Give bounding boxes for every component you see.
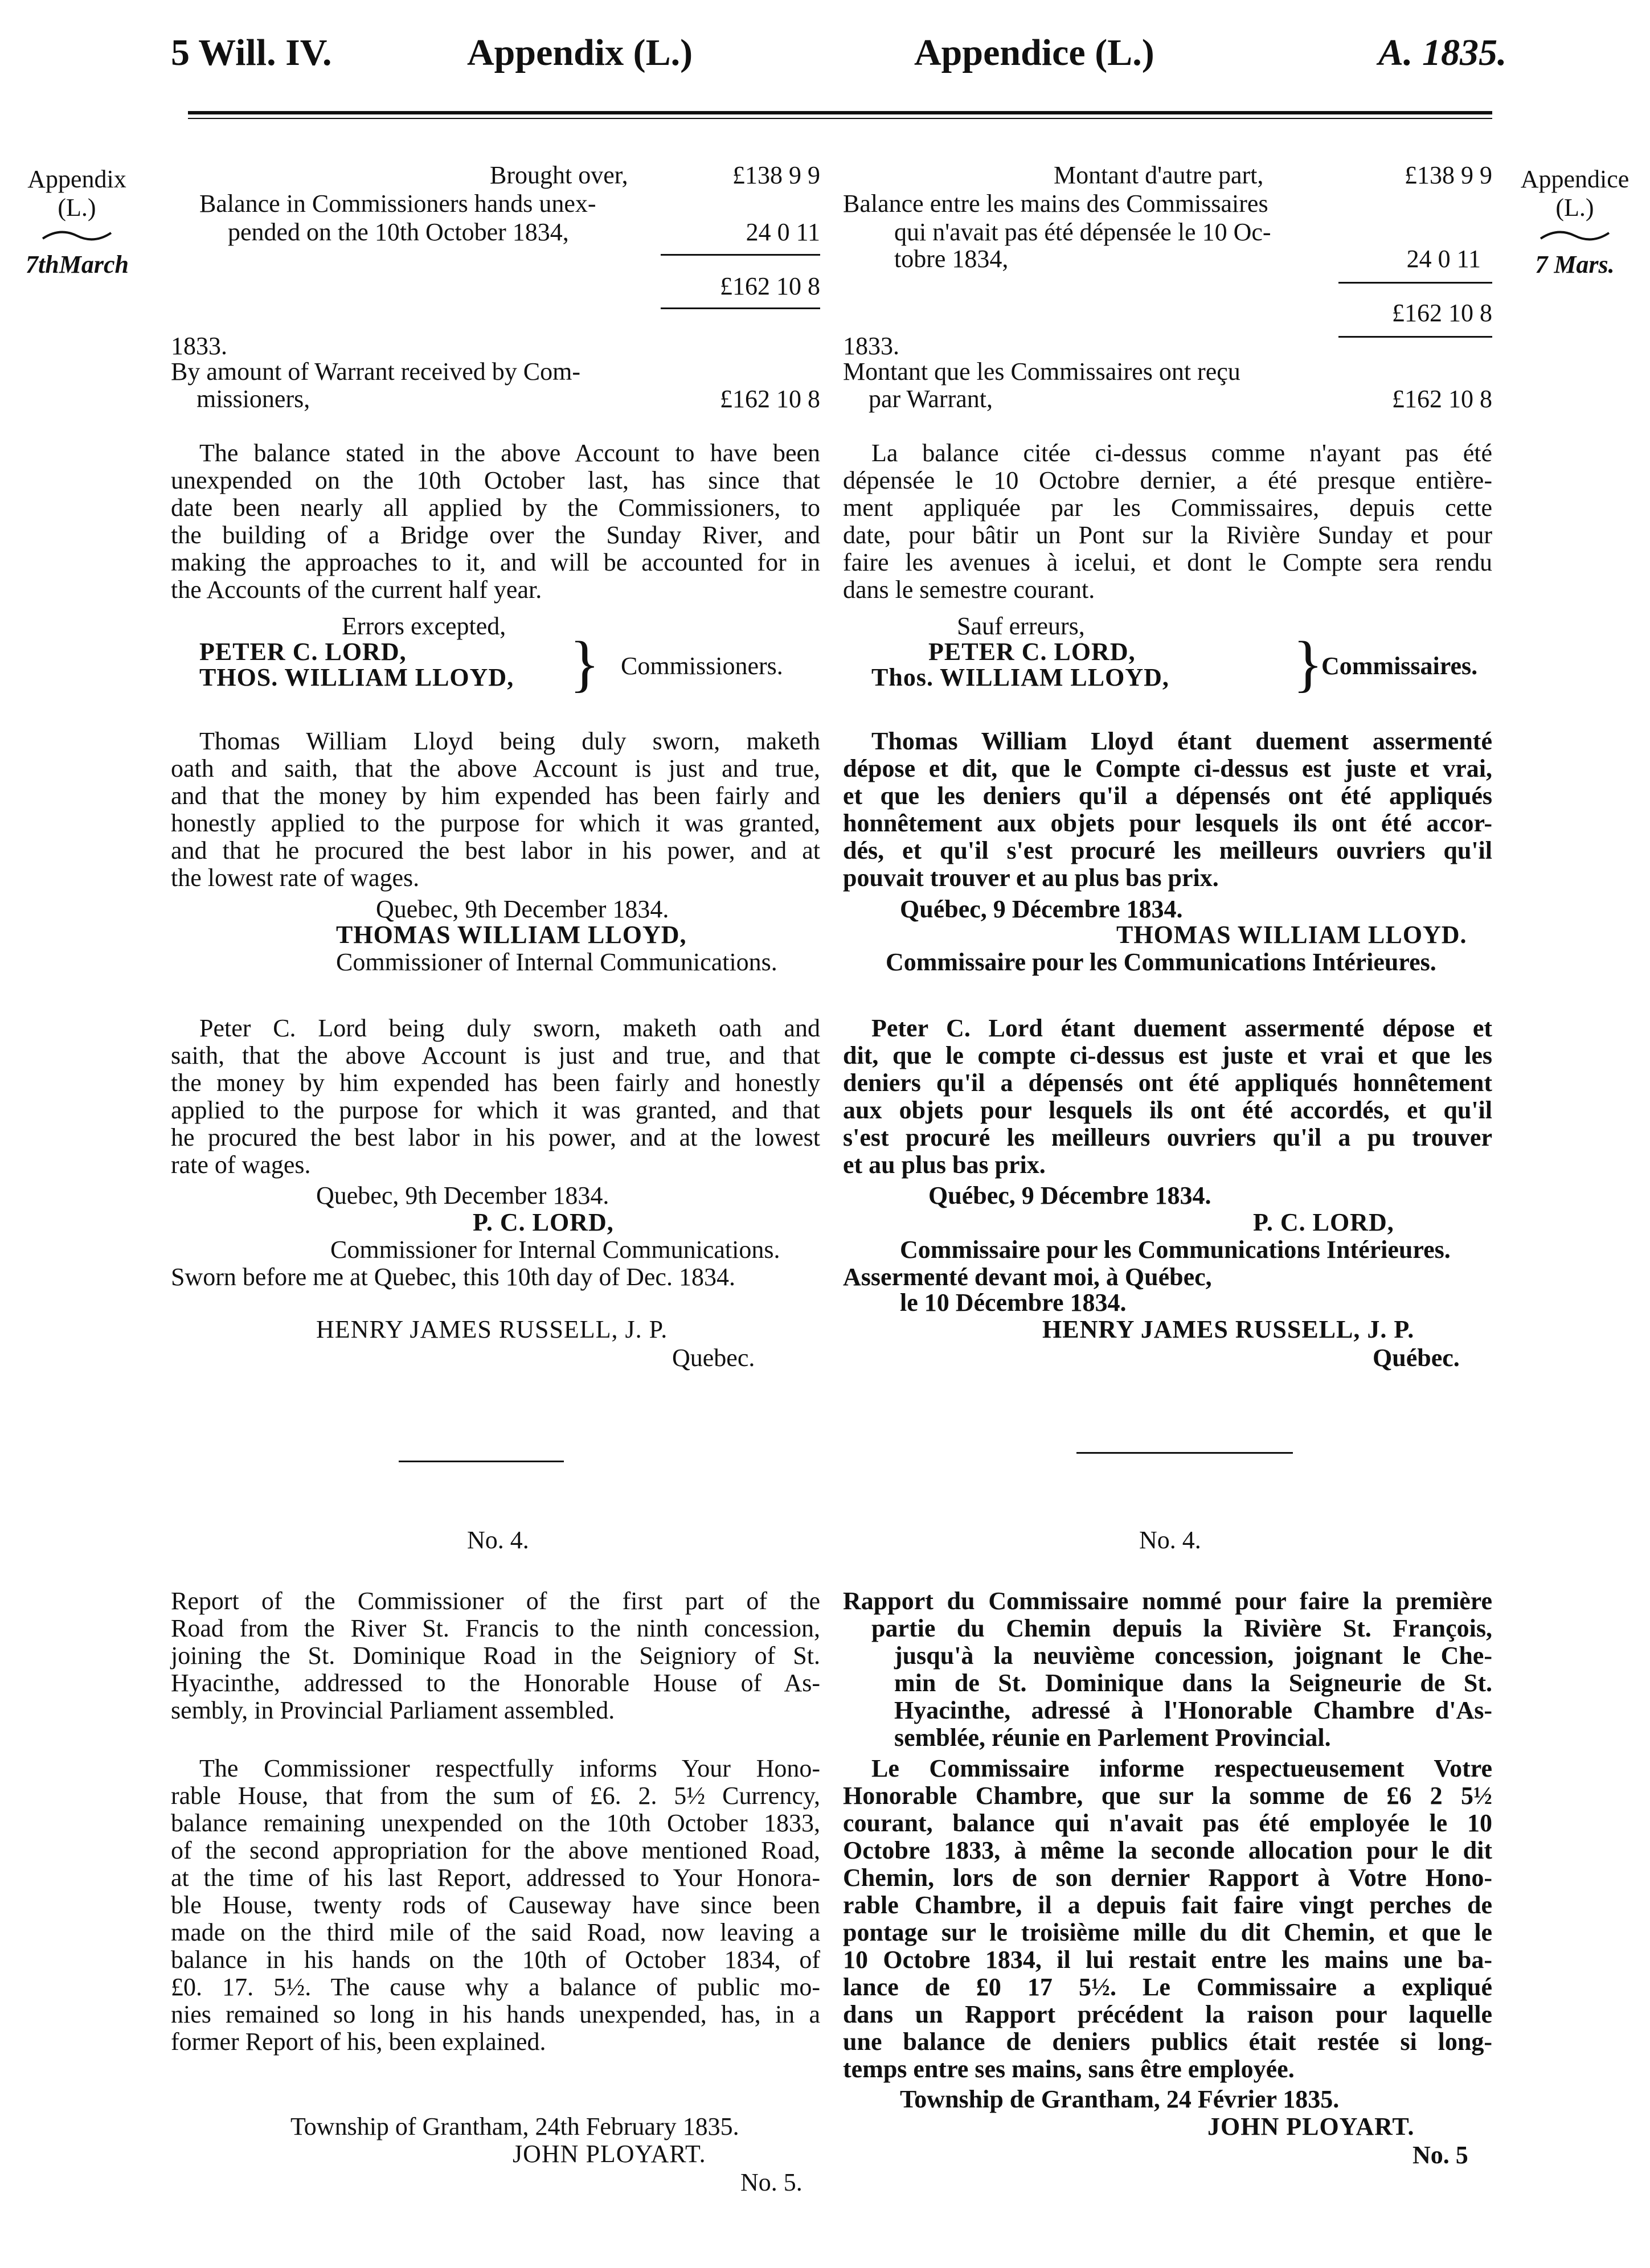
fr-township-date: Township de Grantham, 24 Février 1835.: [900, 2085, 1340, 2113]
fr-report-title: Rapport du Commissaire nommé pour faire la première partie du Chemin depuis la Rivière St. François, jusqu'à la neuvième concession, joignant le Che- min de St. Dominique dans la Seigneurie de St. Hyacinthe, adressé à l'Honorable Chambre d'As- semblée, réunie en Parlement Provincial.: [843, 1587, 1492, 1752]
en-name-lloyd: THOMAS WILLIAM LLOYD,: [336, 921, 687, 949]
brace-symbol: }: [1293, 629, 1323, 698]
ornament-flourish: [40, 227, 114, 244]
en-total-amt: £162 10 8: [720, 272, 820, 300]
fr-report-body: Le Commissaire informe respectueusement Votre Honorable Chambre, que sur la somme de £6 2 5½ courant, balance qui n'avait pas été employée le 10 Octobre 1833, à même la seconde allocation pour le dit Chemin, lors de son dernier Rapport à Votre Hono- rable Chambre, il a depuis fait faire vingt perches de pontage sur le troisième mille du dit Chemin, et que le 10 Octobre 1834, il lui restait entre les mains une ba- lance de £0 17 5½. Le Commissaire a expliqué dans un Rapport précédent la raison pour laquelle une balance de deniers publics était restée si long- temps entre ses mains, sans être employée.: [843, 1754, 1492, 2083]
en-justice-name: HENRY JAMES RUSSELL, J. P.: [316, 1315, 668, 1343]
en-balance-line2: pended on the 10th October 1834,: [228, 218, 569, 246]
fr-signature-ployart: JOHN PLOYART.: [1207, 2113, 1415, 2140]
en-no4: No. 4.: [467, 1526, 529, 1554]
fr-year: 1833.: [843, 332, 899, 360]
en-commissioners-label: Commissioners.: [621, 652, 783, 680]
fr-signature-lord: PETER C. LORD,: [928, 638, 1136, 666]
fr-title-lloyd: Commissaire pour les Communications Intérieures.: [886, 948, 1436, 976]
fr-justice-place: Québec.: [1373, 1344, 1460, 1372]
en-paragraph-balance: The balance stated in the above Account to have been unexpended on the 10th October last, has since that date been nearly all applied by the Commissioners, to the building of a Bridge over the Sunday River, and making the approaches to it, and will be accounted for in the Accounts of the current half year.: [171, 439, 820, 604]
fr-justice-name: HENRY JAMES RUSSELL, J. P.: [1042, 1315, 1415, 1343]
fr-date-lord: Québec, 9 Décembre 1834.: [928, 1182, 1211, 1209]
fr-signature-lloyd: Thos. WILLIAM LLOYD,: [871, 663, 1169, 691]
en-signature-lloyd: THOS. WILLIAM LLOYD,: [199, 663, 514, 691]
header-appendix-fr: Appendice (L.): [914, 32, 1154, 73]
en-balance-amt: 24 0 11: [746, 218, 820, 246]
fr-sum-rule: [1338, 282, 1492, 284]
fr-warrant-amt: £162 10 8: [1392, 385, 1492, 413]
fr-balance-amt: 24 0 11: [1406, 245, 1481, 273]
margin-note-left: Appendix (L.) 7thMarch: [26, 165, 129, 278]
en-brought-over-amt: £138 9 9: [732, 161, 820, 189]
fr-name-lord: P. C. LORD,: [1253, 1208, 1394, 1236]
header-rule-bottom: [188, 118, 1492, 119]
en-date-lloyd: Quebec, 9th December 1834.: [376, 895, 669, 923]
en-next-no5: No. 5.: [740, 2168, 803, 2196]
fr-commissioners-label: Commissaires.: [1321, 652, 1478, 680]
header-rule-top: [188, 111, 1492, 114]
en-report-body: The Commissioner respectfully informs Your Hono- rable House, that from the sum of £6. 2. 5½ Currency, balance remaining unexpended on the 10th October 1833, of the second appropriation for the above mentioned Road, at the time of his last Report, addressed to Your Honora- ble House, twenty rods of Causeway have since been made on the third mile of the said Road, now leaving a balance in his hands on the 10th of October 1834, of £0. 17. 5½. The cause why a balance of public mo- nies remained so long in his hands unexpended, has, in a former Report of his, been explained.: [171, 1754, 820, 2056]
en-sworn: Sworn before me at Quebec, this 10th day of Dec. 1834.: [171, 1263, 735, 1291]
fr-warrant-line1: Montant que les Commissaires ont reçu: [843, 358, 1240, 385]
en-total-rule: [661, 307, 820, 309]
header-year: A. 1835.: [1378, 32, 1507, 73]
en-date-lord: Quebec, 9th December 1834.: [316, 1182, 609, 1209]
en-warrant-line2: missioners,: [196, 385, 310, 413]
fr-total-amt: £162 10 8: [1392, 299, 1492, 327]
en-warrant-line1: By amount of Warrant received by Com-: [171, 358, 580, 385]
en-signature-ployart: JOHN PLOYART.: [513, 2140, 706, 2168]
fr-balance-line3: tobre 1834,: [894, 245, 1009, 273]
en-title-lloyd: Commissioner of Internal Communications.: [336, 948, 777, 976]
header-appendix-en: Appendix (L.): [467, 32, 693, 73]
fr-title-lord: Commissaire pour les Communications Intérieures.: [900, 1236, 1451, 1264]
en-justice-place: Quebec.: [672, 1344, 755, 1372]
fr-sworn-line1: Assermenté devant moi, à Québec,: [843, 1263, 1212, 1291]
en-errors-excepted: Errors excepted,: [342, 612, 506, 640]
fr-warrant-line2: par Warrant,: [869, 385, 993, 413]
en-sum-rule: [661, 254, 820, 256]
brace-symbol: }: [570, 629, 600, 698]
fr-brought-over-amt: £138 9 9: [1405, 161, 1492, 189]
fr-no4: No. 4.: [1139, 1526, 1201, 1554]
en-warrant-amt: £162 10 8: [720, 385, 820, 413]
en-oath-lloyd: Thomas William Lloyd being duly sworn, maketh oath and saith, that the above Account is just and true, and that the money by him expended has been fairly and honestly applied to the purpose for which it was granted, and that he procured the best labor in his power, and at the lowest rate of wages.: [171, 727, 820, 892]
en-name-lord: P. C. LORD,: [473, 1208, 614, 1236]
fr-name-lloyd: THOMAS WILLIAM LLOYD.: [1116, 921, 1467, 949]
fr-date-lloyd: Québec, 9 Décembre 1834.: [900, 895, 1183, 923]
fr-errors-excepted: Sauf erreurs,: [957, 612, 1085, 640]
fr-balance-line1: Balance entre les mains des Commissaires: [843, 190, 1268, 218]
fr-brought-over-label: Montant d'autre part,: [1054, 161, 1264, 189]
header-reign: 5 Will. IV.: [171, 32, 332, 73]
en-signature-lord: PETER C. LORD,: [199, 638, 407, 666]
en-report-title: Report of the Commissioner of the first part of the Road from the River St. Francis to the ninth concession, joining the St. Dominique Road in the Seigniory of St. Hyacinthe, addressed to the Honorable House of As- sembly, in Provincial Parliament assembled.: [171, 1587, 820, 1724]
fr-total-rule: [1338, 336, 1492, 338]
fr-sworn-line2: le 10 Décembre 1834.: [900, 1289, 1127, 1316]
en-township-date: Township of Grantham, 24th February 1835.: [290, 2113, 739, 2140]
fr-oath-lloyd: Thomas William Lloyd étant duement assermenté dépose et dit, que le Compte ci-dessus est juste et vrai, et que les deniers qu'il a dépensés ont été appliqués honnêtement aux objets pour lesquels ils ont été accor- dés, et qu'il s'est procuré les meilleurs ouvriers qu'il pouvait trouver et au plus bas prix.: [843, 727, 1492, 892]
fr-next-no5: No. 5: [1412, 2141, 1468, 2169]
fr-balance-line2: qui n'avait pas été dépensée le 10 Oc-: [894, 218, 1271, 246]
en-section-divider: [399, 1461, 564, 1462]
fr-oath-lord: Peter C. Lord étant duement assermenté dépose et dit, que le compte ci-dessus est juste et vrai et que les deniers qu'il a dépensés ont été appliqués honnêtement aux objets pour lesquels ils ont été accordés, et qu'il s'est procuré les meilleurs ouvriers qu'il a pu trouver et au plus bas prix.: [843, 1014, 1492, 1179]
en-year: 1833.: [171, 332, 227, 360]
en-brought-over-label: Brought over,: [490, 161, 628, 189]
fr-paragraph-balance: La balance citée ci-dessus comme n'ayant pas été dépensée le 10 Octobre dernier, a été presque entière- ment appliquée par les Commissaires, depuis cette date, pour bâtir un Pont sur la Rivière Sunday et pour faire les avenues à icelui, et dont le Compte sera rendu dans le semestre courant.: [843, 439, 1492, 604]
ornament-flourish: [1538, 227, 1612, 244]
en-oath-lord: Peter C. Lord being duly sworn, maketh oath and saith, that the above Account is just and true, and that the money by him expended has been fairly and honestly applied to the purpose for which it was granted, and that he procured the best labor in his power, and at the lowest rate of wages.: [171, 1014, 820, 1179]
en-balance-line1: Balance in Commissioners hands unex-: [199, 190, 596, 218]
en-title-lord: Commissioner for Internal Communications.: [330, 1236, 780, 1264]
fr-section-divider: [1076, 1452, 1293, 1454]
margin-note-right: Appendice (L.) 7 Mars.: [1520, 165, 1629, 278]
